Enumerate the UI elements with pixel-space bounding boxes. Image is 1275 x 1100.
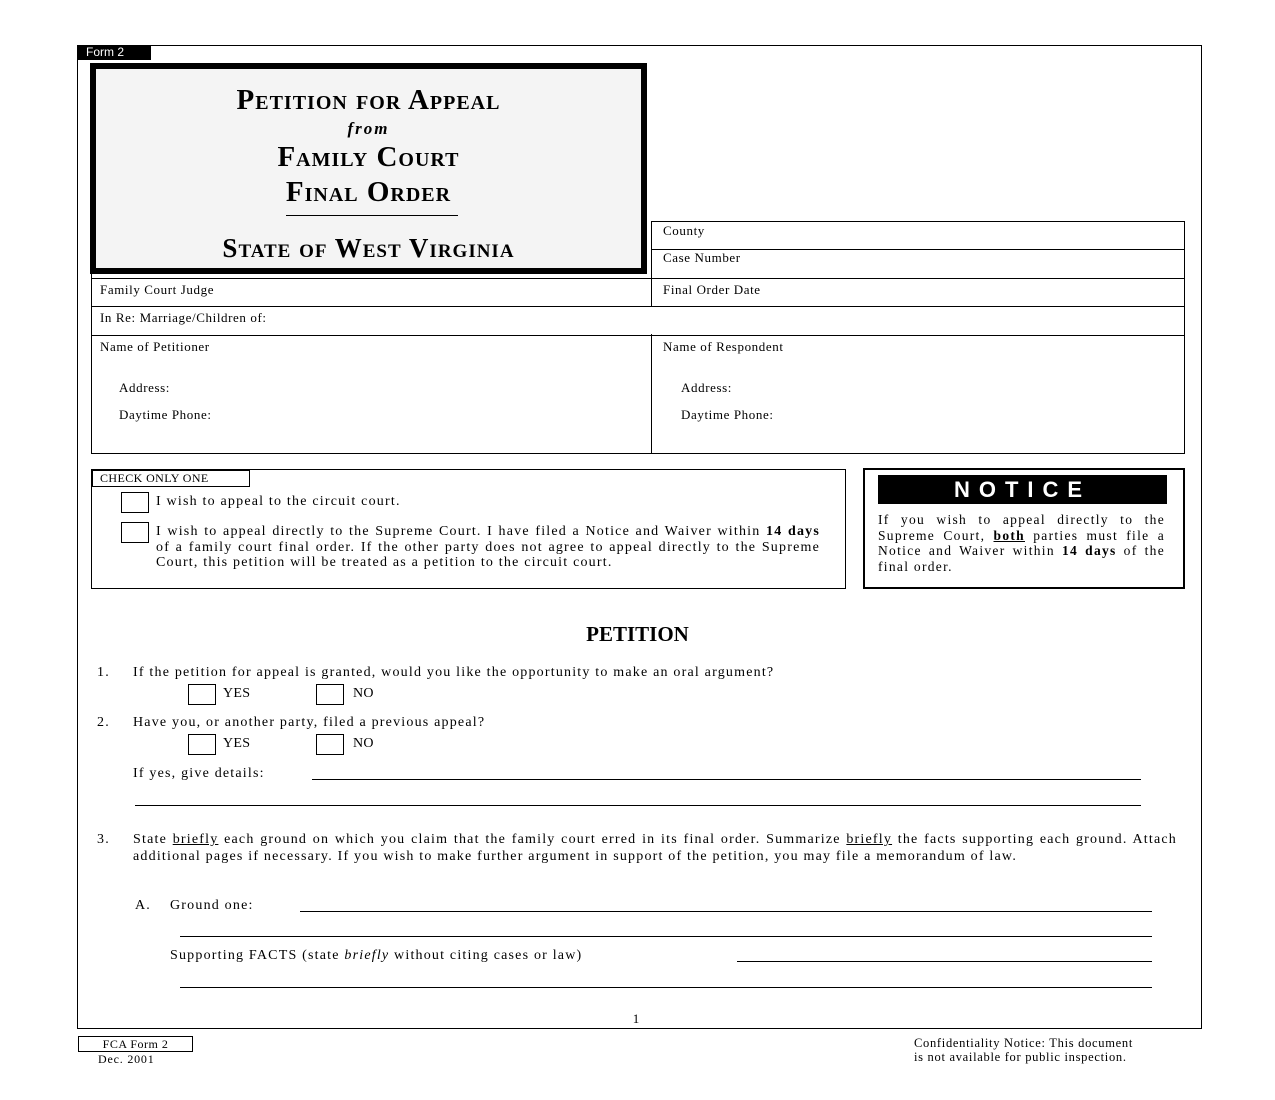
notice-14-days: 14 days	[1061, 543, 1117, 559]
page-number: 1	[632, 1011, 640, 1026]
q3-briefly-2: briefly	[846, 832, 893, 847]
q1-no-label: NO	[353, 686, 374, 701]
q3-text-1: State	[133, 832, 173, 847]
q3-text-3: the facts supporting each ground. Attach additional pages if necessary. If you wish to make further argument in support of the petition, you may file a memorandum of law.	[133, 832, 1177, 864]
facts-briefly: briefly	[344, 948, 390, 963]
q2-no-label: NO	[353, 736, 374, 751]
title-divider	[286, 215, 458, 216]
appeal-circuit-checkbox[interactable]	[121, 492, 149, 513]
appeal-supreme-bold: 14 days	[766, 524, 820, 539]
q2-text: Have you, or another party, filed a previous appeal?	[133, 715, 486, 730]
title-box	[90, 63, 647, 274]
center-vertical-rule	[651, 221, 652, 453]
q1-text: If the petition for appeal is granted, would you like the opportunity to make an oral argument?	[133, 665, 775, 680]
supporting-facts-label	[170, 948, 582, 964]
notice-both: both	[993, 527, 1025, 543]
supporting-facts-input-line-2[interactable]	[180, 987, 1152, 988]
facts-text-1: Supporting FACTS (state	[170, 948, 345, 963]
q3-text-2: each ground on which you claim that the family court erred in its final order. Summarize	[218, 832, 847, 847]
appeal-supreme-text-2: of a family court final order. If the other party does not agree to appeal directly to the Supreme Court, this petition will be treated as a petition to the circuit court.	[156, 539, 820, 570]
q2-yes-checkbox[interactable]	[188, 734, 216, 755]
confidentiality-line-2: is not available for public inspection.	[914, 1050, 1127, 1064]
notice-text-3: of the final order.	[878, 543, 1165, 575]
details-label: If yes, give details:	[133, 766, 265, 781]
respondent-name-field[interactable]: Name of Respondent	[663, 339, 784, 354]
title-line-1: Petition for Appeal	[236, 84, 501, 116]
q1-no-checkbox[interactable]	[316, 684, 344, 705]
notice-text	[878, 512, 1165, 575]
row-rule-2	[91, 306, 1184, 307]
respondent-phone-field[interactable]: Daytime Phone:	[681, 407, 774, 422]
notice-text-2: parties must file a Notice and Waiver within	[878, 527, 1165, 559]
appeal-circuit-label: I wish to appeal to the circuit court.	[156, 494, 401, 509]
notice-text-1: If you wish to appeal directly to the Supreme Court,	[878, 512, 1165, 543]
q2-number: 2.	[97, 715, 110, 730]
petitioner-phone-field[interactable]: Daytime Phone:	[119, 407, 212, 422]
right-vertical-rule	[1184, 221, 1185, 453]
row-rule-3	[91, 335, 1184, 336]
family-court-judge-field[interactable]: Family Court Judge	[100, 282, 215, 297]
appeal-supreme-text-1: I wish to appeal directly to the Supreme Court. I have filed a Notice and Waiver within	[156, 524, 767, 539]
title-line-4: Final Order	[285, 176, 452, 208]
ground-one-label: Ground one:	[170, 898, 254, 913]
county-top-rule	[651, 221, 1184, 222]
details-input-line-1[interactable]	[312, 779, 1141, 780]
county-field[interactable]: County	[663, 223, 705, 238]
footer-form-id: FCA Form 2	[78, 1036, 193, 1052]
ground-one-input-line-2[interactable]	[180, 936, 1152, 937]
check-only-one-tag: CHECK ONLY ONE	[92, 470, 250, 487]
facts-text-2: without citing cases or law)	[389, 948, 583, 963]
title-state: State of West Virginia	[222, 233, 515, 263]
title-line-2: from	[347, 119, 390, 138]
row-rule-1	[91, 278, 1184, 279]
q1-yes-checkbox[interactable]	[188, 684, 216, 705]
q2-yes-label: YES	[223, 736, 251, 751]
footer-date: Dec. 2001	[98, 1052, 155, 1066]
title-line-3: Family Court	[277, 141, 460, 173]
row-rule-4	[91, 453, 1185, 454]
ground-one-input-line-1[interactable]	[300, 911, 1152, 912]
petitioner-address-field[interactable]: Address:	[119, 380, 171, 395]
in-re-field[interactable]: In Re: Marriage/Children of:	[100, 310, 267, 325]
notice-heading: NOTICE	[878, 475, 1167, 504]
q1-number: 1.	[97, 665, 110, 680]
petitioner-name-field[interactable]: Name of Petitioner	[100, 339, 210, 354]
supporting-facts-input-line-1[interactable]	[737, 961, 1152, 962]
q2-no-checkbox[interactable]	[316, 734, 344, 755]
confidentiality-line-1: Confidentiality Notice: This document	[914, 1036, 1134, 1050]
q1-yes-label: YES	[223, 686, 251, 701]
q3-number: 3.	[97, 832, 110, 847]
ground-letter: A.	[135, 898, 152, 913]
case-number-field[interactable]: Case Number	[663, 250, 741, 265]
appeal-supreme-label	[156, 524, 820, 571]
left-vertical-rule	[91, 274, 92, 453]
respondent-address-field[interactable]: Address:	[681, 380, 733, 395]
details-input-line-2[interactable]	[135, 805, 1141, 806]
q3-briefly-1: briefly	[172, 832, 219, 847]
petition-heading: PETITION	[586, 622, 689, 646]
q3-text	[133, 832, 1177, 865]
appeal-supreme-checkbox[interactable]	[121, 522, 149, 543]
final-order-date-field[interactable]: Final Order Date	[663, 282, 761, 297]
in-re-row-mask	[649, 307, 654, 334]
form-tag: Form 2	[77, 45, 151, 60]
